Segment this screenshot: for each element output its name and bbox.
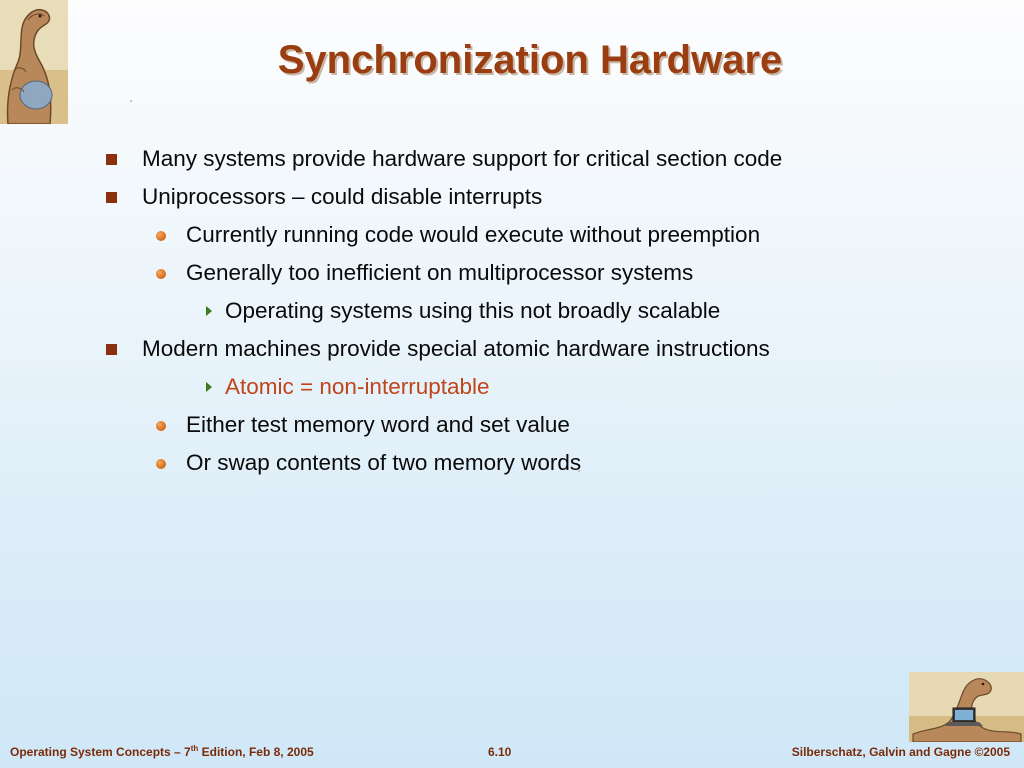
list-item (100, 449, 830, 477)
arrow-bullet-icon (206, 382, 212, 392)
list-item-text: Modern machines provide special atomic hardware instructions (142, 336, 770, 361)
dot-bullet-icon (156, 421, 166, 431)
list-item (100, 411, 830, 439)
dot-bullet-icon (156, 459, 166, 469)
square-bullet-icon (106, 192, 117, 203)
list-item (100, 373, 830, 401)
square-bullet-icon (106, 344, 117, 355)
list-item (100, 221, 830, 249)
footer-copyright: Silberschatz, Galvin and Gagne ©2005 (791, 745, 1010, 759)
page-number: 6.10 (488, 745, 512, 759)
list-item-text: Currently running code would execute without preemption (186, 222, 761, 247)
decorative-mark (130, 100, 132, 102)
footer-left-prefix: Operating System Concepts – 7 (10, 745, 191, 759)
list-item-text: Atomic = non-interruptable (225, 374, 490, 399)
footer-left-superscript: th (190, 744, 199, 753)
slide-title: Synchronization Hardware (277, 38, 783, 82)
list-item-text: Either test memory word and set value (186, 412, 570, 437)
arrow-bullet-icon (206, 306, 212, 316)
list-item (100, 335, 830, 363)
square-bullet-icon (106, 154, 117, 165)
list-item (100, 145, 830, 173)
footer-course-info (10, 745, 314, 759)
list-item-text: Many systems provide hardware support for critical section code (142, 146, 783, 171)
list-item-text: Uniprocessors – could disable interrupts (142, 184, 543, 209)
dinosaur-laptop-logo-icon (909, 672, 1024, 742)
list-item-text: Generally too inefficient on multiprocessor systems (186, 260, 694, 285)
dot-bullet-icon (156, 231, 166, 241)
list-item (100, 183, 830, 211)
bullet-list (100, 145, 830, 487)
list-item-text: Or swap contents of two memory words (186, 450, 582, 475)
list-item-text: Operating systems using this not broadly scalable (225, 298, 721, 323)
footer-left-suffix: Edition, Feb 8, 2005 (198, 745, 314, 759)
list-item (100, 297, 830, 325)
list-item (100, 259, 830, 287)
dot-bullet-icon (156, 269, 166, 279)
